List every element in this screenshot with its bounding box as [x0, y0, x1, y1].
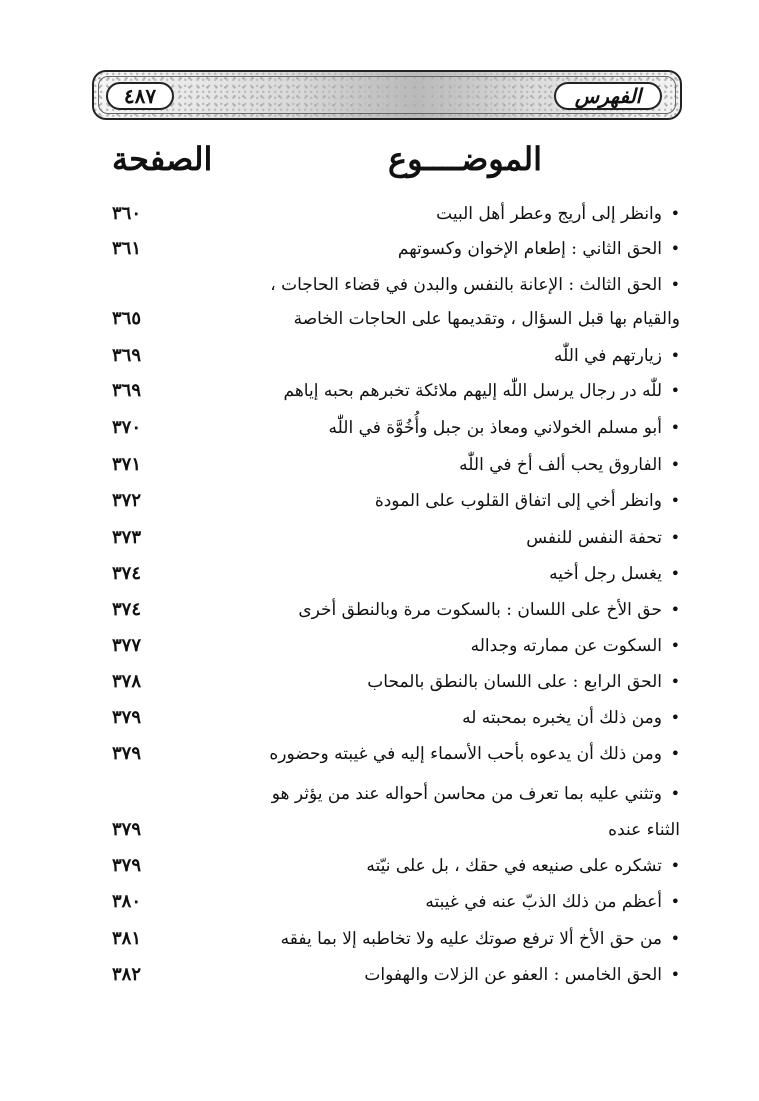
- toc-entry-page: ٣٦١: [112, 238, 142, 259]
- toc-entry: [100, 338, 680, 374]
- toc-entry-title: أبو مسلم الخولاني ومعاذ بن جبل وأُخُوَّة في اللّٰه: [328, 418, 662, 438]
- bullet-icon: •: [670, 708, 680, 727]
- bullet-icon: •: [670, 965, 680, 984]
- page-number: ٤٨٧: [106, 82, 174, 110]
- bullet-icon: •: [670, 744, 680, 763]
- toc-entry-page: ٣٧٩: [112, 743, 142, 764]
- bullet-icon: •: [670, 636, 680, 655]
- toc-entry: [100, 483, 680, 519]
- bullet-icon: •: [670, 346, 680, 365]
- toc-entry-page: ٣٦٠: [112, 203, 142, 224]
- toc-entry-title: أعظم من ذلك الذبّ عنه في غيبته: [425, 892, 662, 912]
- bullet-icon: •: [670, 491, 680, 510]
- toc-entry: [100, 301, 680, 337]
- toc-entry: [100, 848, 680, 884]
- column-heading-page: الصفحة: [112, 140, 213, 178]
- toc-entry: [100, 196, 680, 232]
- toc-entry-title: وتثني عليه بما تعرف من محاسن أحواله عند من يؤثر هو: [271, 784, 662, 804]
- toc-entry-page: ٣٧٨: [112, 671, 142, 692]
- toc-entry: [100, 447, 680, 483]
- toc-entry-title: للّٰه در رجال يرسل اللّٰه إليهم ملائكة تخبرهم بحبه إياهم: [283, 381, 662, 401]
- toc-entry-page: ٣٧٤: [112, 563, 142, 584]
- bullet-icon: •: [670, 204, 680, 223]
- toc-entry-page: ٣٧٣: [112, 527, 142, 548]
- toc-entry-title: والقيام بها قبل السؤال ، وتقديمها على الحاجات الخاصة: [293, 309, 680, 329]
- toc-entry: [100, 410, 680, 446]
- bullet-icon: •: [670, 455, 680, 474]
- toc-entry-page: ٣٨١: [112, 928, 142, 949]
- toc-entry-title: الحق الثاني : إطعام الإخوان وكسوتهم: [397, 239, 662, 259]
- toc-entry-title: الحق الرابع : على اللسان بالنطق بالمحاب: [367, 672, 662, 692]
- bullet-icon: •: [670, 856, 680, 875]
- bullet-icon: •: [670, 275, 680, 294]
- toc-entry: [100, 957, 680, 993]
- toc-entry: [100, 776, 680, 812]
- toc-entry-title: تشكره على صنيعه في حقك ، بل على نيّته: [366, 856, 662, 876]
- column-heading-topic: الموضــــوع: [388, 140, 542, 178]
- toc-entry-page: ٣٦٩: [112, 380, 142, 401]
- toc-entry-page: ٣٧٧: [112, 635, 142, 656]
- running-title: الفهرس: [554, 82, 662, 110]
- toc-entry-title: حق الأخ على اللسان : بالسكوت مرة وبالنطق أخرى: [298, 600, 662, 620]
- toc-entry-page: ٣٧٤: [112, 599, 142, 620]
- toc-entry-page: ٣٧٠: [112, 417, 142, 438]
- toc-entry-title: ومن ذلك أن يخبره بمحبته له: [462, 708, 662, 728]
- toc-entry-page: ٣٧٢: [112, 490, 142, 511]
- bullet-icon: •: [670, 929, 680, 948]
- toc-entry: [100, 267, 680, 303]
- toc-entry: [100, 520, 680, 556]
- bullet-icon: •: [670, 892, 680, 911]
- toc-entry-title: الثناء عنده: [608, 820, 680, 840]
- toc-entry-page: ٣٦٩: [112, 345, 142, 366]
- bullet-icon: •: [670, 600, 680, 619]
- bullet-icon: •: [670, 239, 680, 258]
- toc-entry-title: وانظر أخي إلى اتفاق القلوب على المودة: [374, 491, 662, 511]
- toc-entry-page: ٣٧٩: [112, 855, 142, 876]
- toc-entry: [100, 921, 680, 957]
- bullet-icon: •: [670, 784, 680, 803]
- toc-entry: [100, 592, 680, 628]
- toc-entry: [100, 700, 680, 736]
- toc-entry-title: الحق الثالث : الإعانة بالنفس والبدن في قضاء الحاجات ،: [270, 275, 662, 295]
- toc-entry: [100, 884, 680, 920]
- toc-entry-title: السكوت عن ممارته وجداله: [470, 636, 662, 656]
- toc-entry-page: ٣٧٩: [112, 819, 142, 840]
- toc-entry-page: ٣٧١: [112, 454, 142, 475]
- toc-entry-page: ٣٧٩: [112, 707, 142, 728]
- toc-entry: [100, 628, 680, 664]
- toc-entry-page: ٣٦٥: [112, 308, 142, 329]
- toc-entry-title: تحفة النفس للنفس: [526, 528, 662, 548]
- bullet-icon: •: [670, 381, 680, 400]
- toc-entry-title: وانظر إلى أريج وعطر أهل البيت: [436, 204, 662, 224]
- toc-entry: [100, 664, 680, 700]
- toc-entry: [100, 373, 680, 409]
- toc-entry-page: ٣٨٠: [112, 891, 142, 912]
- toc-entry-title: زيارتهم في اللّٰه: [554, 346, 662, 366]
- bullet-icon: •: [670, 564, 680, 583]
- toc-entry-title: يغسل رجل أخيه: [549, 564, 662, 584]
- toc-entry: [100, 736, 680, 772]
- toc-entry-page: ٣٨٢: [112, 964, 142, 985]
- toc-entry-title: من حق الأخ ألا ترفع صوتك عليه ولا تخاطبه إلا بما يفقه: [280, 929, 662, 949]
- toc-entry-title: ومن ذلك أن يدعوه بأحب الأسماء إليه في غيبته وحضوره: [269, 744, 662, 764]
- toc-entry: [100, 231, 680, 267]
- bullet-icon: •: [670, 528, 680, 547]
- toc-entry-title: الفاروق يحب ألف أخ في اللّٰه: [459, 455, 662, 475]
- bullet-icon: •: [670, 418, 680, 437]
- toc-entry: [100, 556, 680, 592]
- page-header-banner: [92, 70, 682, 120]
- toc-entry: [100, 812, 680, 848]
- toc-entry-title: الحق الخامس : العفو عن الزلات والهفوات: [364, 965, 662, 985]
- bullet-icon: •: [670, 672, 680, 691]
